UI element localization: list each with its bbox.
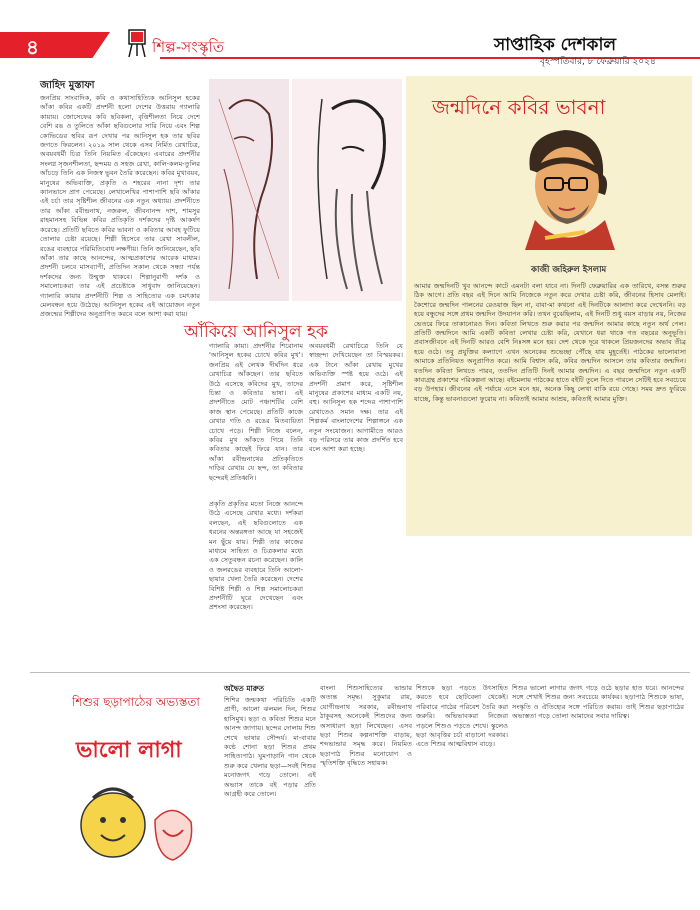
poet-sketch-artwork [209,79,289,301]
bottom-article-col1: শিশির জন্মকথা পরিচিতি একটি প্রাণী, আলো ঝলমল দিন, শিশুর হাসিমুখ। ছড়া ও কবিতা শিশুর মনে আনন্দ জাগায়। ছন্দের দোলায় শিশু শেখে ভাষার সৌন্দর্য। মা-বাবার কণ্ঠে শোনা ছড়া শিশুর প্রথম সাহিত্যপাঠ। ঘুমপাড়ানি গান থেকে শুরু করে খেলার ছড়া—সবই শিশুর মনোজগৎ গড়ে তোলে। এই অভ্যাস তাকে বই পড়ার প্রতি আগ্রহী করে তোলে। [224,696,316,799]
bottom-article-col2: বাংলা শিশুসাহিত্যের ভান্ডার অত্যন্ত সমৃদ্ধ। সুকুমার রায়, যোগীন্দ্রনাথ সরকার, রবীন্দ্রনাথ ঠাকুরসহ অনেকেই শিশুদের জন্য অসাধারণ ছড়া লিখেছেন। এসব ছড়া শিশুর কল্পনাশক্তি বাড়ায়, শব্দভান্ডার সমৃদ্ধ করে। নিয়মিত ছড়াপাঠ শিশুর মনোযোগ ও স্মৃতিশক্তি বৃদ্ধিতে সহায়ক। [320,684,412,768]
child-illustration [63,780,203,880]
kids-feature-title: ভালো লাগা [76,738,182,763]
feature-byline: কাজী জহিরুল ইসলাম [531,265,607,275]
easel-icon [126,28,148,58]
section-title: শিল্প-সংস্কৃতি [152,38,225,56]
kids-feature-heading: শিশুর ছড়াপাঠের অভ্যস্ততা [72,695,200,709]
feature-body: আমার জন্মদিনটি খুব আনন্দে কাটে এমনটা বলা যাবে না। দিনটি ফেব্রুয়ারির এক তারিখে, বসন্ত শুরুর ঠিক আগে। প্রতি বছর এই দিনে আমি নিজেকে নতুন করে দেখার চেষ্টা করি, জীবনের হিসাব মেলাই। কৈশোরে জন্মদিন পালনের রেওয়াজ ছিল না, বাবা-মা কখনো এই দিনটিকে আলাদা করে দেখেননি। বড় হয়ে বন্ধুদের সঙ্গে প্রথম জন্মদিন উদযাপন করি। তখন বুঝেছিলাম, এই দিনটি শুধু বয়স বাড়ার নয়, নিজের ভেতরে ফিরে তাকানোরও দিন। কবিতা লিখতে শুরু করার পর জন্মদিন আমার কাছে নতুন অর্থ পেল। প্রতিটি জন্মদিনে আমি একটি কবিতা লেখার চেষ্টা করি, যেখানে ধরা থাকে গত বছরের অনুভূতি। প্রবাসজীবনে এই দিনটি আরও বেশি নিঃসঙ্গ মনে হয়। দেশ থেকে দূরে থাকলে প্রিয়জনদের অভাব তীব্র হয়ে ওঠে। তবু প্রযুক্তির কল্যাণে এখন অনেকের শুভেচ্ছা পৌঁছে যায় মুহূর্তেই। পাঠকের ভালোবাসা আমাকে প্রতিনিয়ত অনুপ্রাণিত করে। আমি বিশ্বাস করি, কবির জন্মদিন আসলে তার কবিতার জন্মদিন। যতদিন কবিতা লিখতে পারব, ততদিন প্রতিটি দিনই আমার জন্মদিন। এ বছর জন্মদিনে নতুন একটি কাব্যগ্রন্থ প্রকাশের পরিকল্পনা আছে। বইমেলায় পাঠকের হাতে বইটি তুলে দিতে পারলে সেটিই হবে সবচেয়ে বড় উপহার। জীবনের এই পর্যায়ে এসে মনে হয়, অনেক কিছু লেখা বাকি রয়ে গেছে। সময় দ্রুত ফুরিয়ে যাচ্ছে, কিন্তু ভাবনাগুলো ফুরোয় না। কবিতাই আমার আশ্রয়, কবিতাই আমার মুক্তি। [414,282,686,403]
left-article-body: জনপ্রিয় সাংবাদিক, কবি ও কথাসাহিত্যিক আনিসুল হকের আঁকা কবির একটি প্রদর্শনী হলো দেশের উত্তরায় গ্যালারি কায়ায়। জোসেফের কবি ছবিকলা, বৃত্তিশীলতা নিয়ে দেশে বেশি রঙ ও তুলিতে আঁকা ছবিগুলোর সারি নিয়ে এবং শিল্প কোভিডের স্থবির রূপ দেখার পর আনিসুল হক তার ছবির জগতে ফিরলেন। ২০১৯ সাল থেকে এসব নির্মিত রেখাচিত্র, অবয়বধর্মী চিত্র তিনি নিয়মিত এঁকেছেন। এবারের প্রদর্শনীর সংলগ্ন সৃজনশীলতা, ছন্দময় ও সহজ রেখা, কালি-কলম-তুলির আঁচড়ে তিনি এক নিজস্ব ভুবন তৈরি করেছেন। কবির মুখাবয়ব, মানুষের অভিব্যক্তি, প্রকৃতি ও শহরের নানা দৃশ্য তার ক্যানভাসে প্রাণ পেয়েছে। লেখালেখির পাশাপাশি ছবি আঁকার এই চর্চা তার সৃষ্টিশীল জীবনের এক নতুন অধ্যায়। প্রদর্শনীতে তার আঁকা রবীন্দ্রনাথ, নজরুল, জীবনানন্দ দাশ, শামসুর রাহমানসহ বিভিন্ন কবির প্রতিকৃতি দর্শকদের দৃষ্টি আকর্ষণ করেছে। প্রতিটি ছবিতে কবির ভাবনা ও কবিতার আবহ ফুটিয়ে তোলার চেষ্টা রয়েছে। শিল্পী হিসেবে তার রেখা সাবলীল, রঙের ব্যবহারে পরিমিতিবোধ লক্ষণীয়। তিনি জানিয়েছেন, ছবি আঁকা তার কাছে আনন্দের, আত্মপ্রকাশের আরেক মাধ্যম। প্রদর্শনী চলবে মাসব্যাপী, প্রতিদিন সকাল থেকে সন্ধ্যা পর্যন্ত দর্শকদের জন্য উন্মুক্ত থাকবে। শিল্পানুরাগী দর্শক ও সমালোচকরা তার এই প্রচেষ্টাকে সাধুবাদ জানিয়েছেন। গ্যালারি কায়ার প্রদর্শনীটি শিল্প ও সাহিত্যের এক চমৎকার মেলবন্ধন হয়ে উঠেছে। আনিসুল হকের এই আয়োজন নতুন প্রজন্মের শিল্পীদের অনুপ্রাণিত করবে বলে আশা করা যায়। [40,94,200,319]
feature-title: জন্মদিনে কবির ভাবনা [432,95,606,119]
page-number: ৪ [26,35,39,59]
center-article-col3: অবয়বধর্মী রেখাচিত্রে তিনি যে স্বাচ্ছন্দ্য দেখিয়েছেন তা বিস্ময়কর। এক টানে আঁকা রেখায় মুখের অভিব্যক্তি স্পষ্ট হয়ে ওঠে। এই প্রদর্শনী প্রমাণ করে, সৃষ্টিশীল মানুষের প্রকাশের মাধ্যম একটি নয়, বহু। আনিসুল হক শব্দের পাশাপাশি রেখাতেও সমান দক্ষ। তার এই শিল্পকর্ম বাংলাদেশের শিল্পাঙ্গনে এক নতুন সংযোজন। আগামীতে আরও বড় পরিসরে তার কাজ প্রদর্শিত হবে বলে আশা করা হচ্ছে। [309,342,403,454]
art-feature-title: আঁকিয়ে আনিসুল হক [184,322,328,342]
newspaper-name: সাপ্তাহিক দেশকাল [494,35,617,55]
issue-date: বৃহস্পতিবার, ৮ ফেব্রুয়ারি ২০২৪ [540,57,656,67]
left-article-byline: জাহিদ মুস্তাফা [40,80,95,91]
center-article-col1: গ্যালারি কায়া। প্রদর্শনীর শিরোনাম 'আনিসুল হকের চোখে কবির মুখ'। জনপ্রিয় এই লেখক দীর্ঘদিন ধরে রেখাচিত্র আঁকছেন। তার ছবিতে উঠে এসেছে কবিদের মুখ, তাদের চিন্তা ও কবিতার ভাষা। এই প্রদর্শনীতে মোট পঞ্চাশটির বেশি কাজ স্থান পেয়েছে। প্রতিটি কাজে রেখার গতি ও রঙের মিতব্যয়িতা চোখে পড়ে। শিল্পী নিজে বলেন, কবির মুখ আঁকতে গিয়ে তিনি কবিতার কাছেই ফিরে যান। তার আঁকা রবীন্দ্রনাথের প্রতিকৃতিতে দাড়ির রেখায় যে ছন্দ, তা কবিতার ছন্দেরই প্রতিধ্বনি। [209,342,303,482]
bottom-article-col4: শিশুর ভালো লাগার জগৎ গড়ে ওঠে ছড়ার হাত ধরে। আনন্দের সঙ্গে শেখাই শিশুর জন্য সবচেয়ে কার্যকর। ছড়াপাঠ শিশুকে ভাষা, সংস্কৃতি ও ঐতিহ্যের সঙ্গে পরিচিত করায়। তাই শিশুর ছড়াপাঠের অভ্যস্ততা গড়ে তোলা আমাদের সবার দায়িত্ব। [512,684,684,721]
bottom-article-col3: শিশুকে ছড়া পড়তে উৎসাহিত করতে হবে ছোটবেলা থেকেই। পরিবারে পাঠের পরিবেশ তৈরি করা জরুরি। অভিভাবকরা নিজেরা পড়লে শিশুও পড়তে শেখে। স্কুলেও ছড়া আবৃত্তির চর্চা বাড়ানো দরকার। এতে শিশুর আত্মবিশ্বাস বাড়ে। [416,684,508,749]
poet-caricature [505,120,625,250]
rabindranath-portrait-artwork [292,79,402,301]
section-divider [30,672,690,673]
header-red-tab [0,32,110,58]
bottom-article-byline: অদ্বৈত মারুত [224,684,265,693]
center-article-col2: প্রকৃতি প্রকৃতির মতো নিজে আনন্দে উঠে এসেছে রেখার মধ্যে। দর্শকরা বলছেন, এই ছবিগুলোতে এক ধরনের অন্তরঙ্গতা আছে যা সহজেই মন ছুঁয়ে যায়। শিল্পী তার কাজের মাধ্যমে সাহিত্য ও চিত্রকলার মধ্যে এক সেতুবন্ধন রচনা করেছেন। কালি ও জলরঙের ব্যবহারে তিনি আলো-ছায়ার খেলা তৈরি করেছেন। দেশের বিশিষ্ট শিল্পী ও শিল্প সমালোচকরা প্রদর্শনীটি ঘুরে দেখেছেন এবং প্রশংসা করেছেন। [209,500,303,612]
